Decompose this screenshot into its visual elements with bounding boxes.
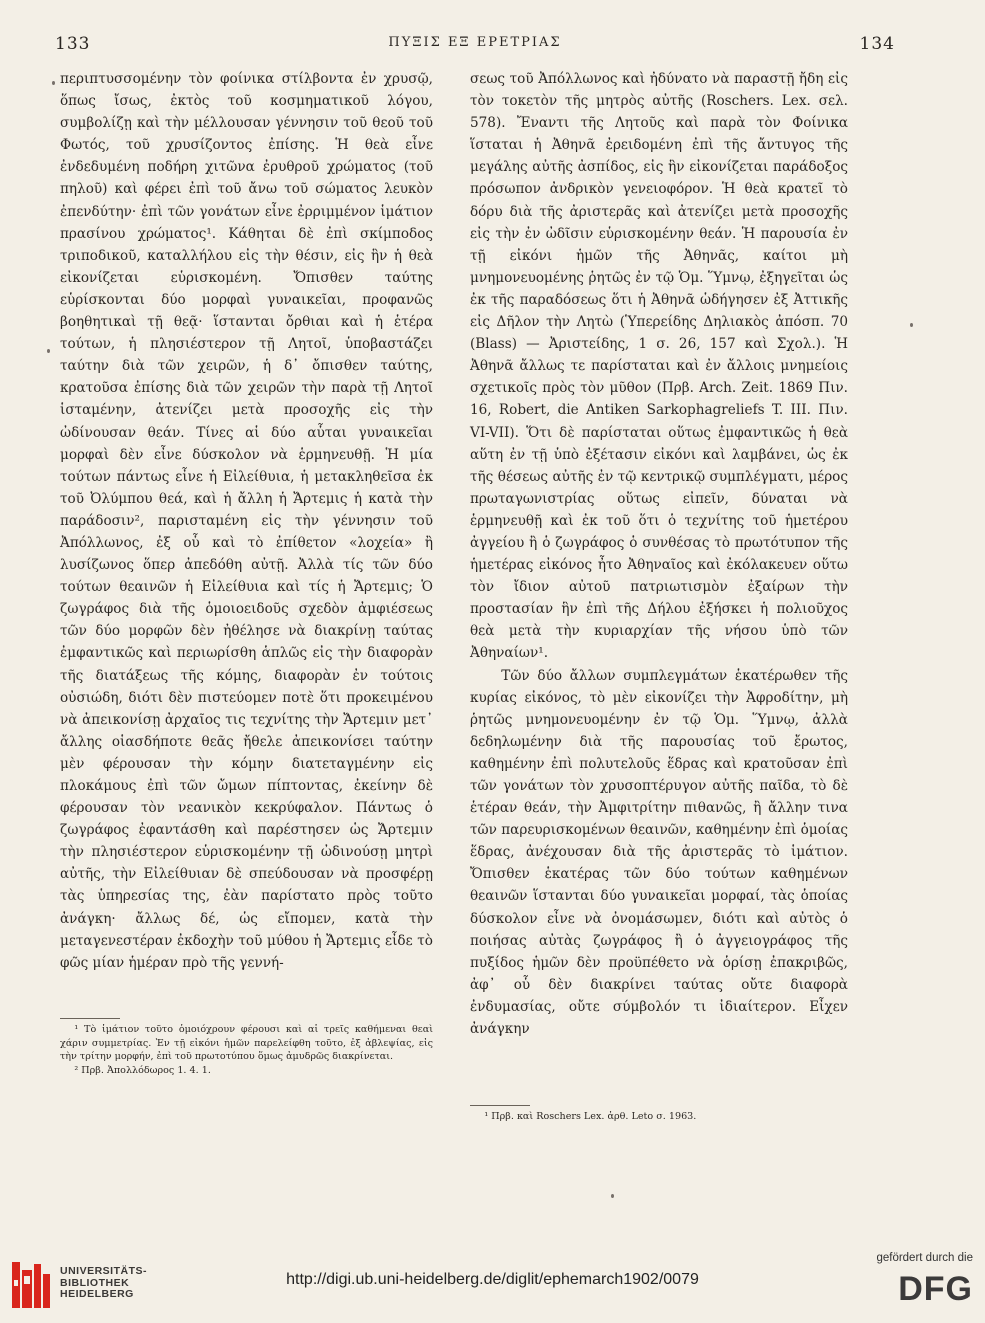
margin-dot (611, 1194, 614, 1198)
left-footnotes (60, 1023, 433, 1077)
left-paragraph: περιπτυσσομένην τὸν φοίνικα στίλβοντα ἐν χρυσῷ, ὅπως ἴσως, ἐκτὸς τοῦ κοσμηματικοῦ λόγου, συμβολίζῃ καὶ τὴν μέλλουσαν γέννησιν τοῦ θεοῦ τοῦ Φωτός, τοῦ χρυσίζοντος ἐπίσης. Ἡ θεὰ εἶνε ἐνδεδυμένη ποδήρη χιτῶνα ἐρυθροῦ χρώματος (τοῦ πηλοῦ) καὶ φέρει ἐπὶ τοῦ ἄνω τοῦ σώματος λευκὸν ἐπενδύτην· ἐπὶ τῶν γονάτων εἶνε ἐρριμμένον ἱμάτιον πρασίνου χρώματος¹. Κάθηται δὲ ἐπὶ σκίμποδος τριποδικοῦ, καταλλήλου εἰς τὴν θέσιν, εἰς ἣν ἡ θεὰ εἰκονίζεται εὑρισκομένη. Ὄπισθεν ταύτης εὑρίσκονται δύο μορφαὶ γυναικεῖαι, προφανῶς βοηθητικαὶ τῇ θεᾷ· ἵστανται ὄρθιαι καὶ ἡ ἑτέρα τούτων, ἡ πλησιέστερον τῇ Λητοῖ, ὑποβαστάζει ταύτην διὰ τῶν χειρῶν, ἡ δ᾽ ὄπισθεν ταύτης, κρατοῦσα ἐπίσης διὰ τῶν χειρῶν τὴν παρὰ τῇ Λητοῖ ἱσταμένην, ἀτενίζει μετὰ προσοχῆς εἰς τὴν ὠδίνουσαν θεάν. Τίνες αἱ δύο αὗται γυναικεῖαι μορφαὶ δὲν εἶνε δύσκολον νὰ ἑρμηνευθῇ. Ἡ μία τούτων πάντως εἶνε ἡ Εἰλείθυια, ἡ μετακληθεῖσα ἐκ τοῦ Ὀλύμπου θεά, καὶ ἡ ἄλλη ἡ Ἄρτεμις ἡ κατὰ τὴν παράδοσιν², παρισταμένη εἰς τὴν γέννησιν τοῦ Ἀπόλλωνος, ἐξ οὗ καὶ τὸ ἐπίθετον «λοχεία» ἢ λυσίζωνος ὅπερ ἀπεδόθη αὐτῇ. Ἀλλὰ τίς τῶν δύο τούτων θεαινῶν ἡ Εἰλείθυια καὶ τίς ἡ Ἄρτεμις; Ὁ ζωγράφος διὰ τῆς ὁμοιοειδοῦς σχεδὸν ἀμφιέσεως τῶν δύο μορφῶν δὲν ἠθέλησε νὰ διακρίνῃ ταύτας ἐμφαντικῶς καὶ περιωρίσθη ἁπλῶς εἰς τὴν διαφορὰν τῆς διατάξεως τῆς κόμης, διαφορὰν ἐν τούτοις οὐσιώδη, διότι δὲν πιστεύομεν ποτὲ ὅτι προκειμένου νὰ ἀπεικονίσῃ ἀρχαῖος τις τεχνίτης τὴν Ἄρτεμιν μετ᾽ ἄλλης οἱασδήποτε θεᾶς ἤθελε ἀπεικονίσει ταύτην μὲν φέρουσαν τὴν κόμην διατεταγμένην εἰς πλοκάμους ἐπὶ τῶν ὤμων πίπτοντας, ἐκείνην δὲ φέρουσαν τὸν νεανικὸν κεκρύφαλον. Πάντως ὁ ζωγράφος ἐφαντάσθη καὶ παρέστησεν ὡς Ἄρτεμιν τὴν πλησιέστερον εὑρισκομένην τῇ ὠδινούσῃ μητρὶ αὐτῆς, τὴν Εἰλείθυιαν δὲ σπεύδουσαν νὰ προσφέρῃ τὰς ὑπηρεσίας της, ἐὰν παρίστατο πρὸς τοῦτο ἀνάγκη· ἄλλως δέ, ὡς εἴπομεν, κατὰ τὴν μεταγενεστέραν ἐκδοχὴν τοῦ μύθου ἡ Ἄρτεμις εἶδε τὸ φῶς μίαν ἡμέραν πρὸ τῆς γεννή- (60, 71, 433, 971)
footnote-rule-left (60, 1018, 120, 1019)
dfg-wordmark: DFG (898, 1270, 973, 1308)
digitization-footer (0, 1238, 985, 1323)
running-title: ΠΥΞΙΣ ΕΞ ΕΡΕΤΡΙΑΣ (388, 35, 562, 50)
right-footnotes (470, 1110, 848, 1124)
footnote-1: ¹ Τὸ ἱμάτιον τοῦτο ὁμοιόχρουν φέρουσι καὶ αἱ τρεῖς καθήμεναι θεαὶ χάριν συμμετρίας. Ἐν τῇ εἰκόνι ἡμῶν παρελείφθη τοῦτο, ἐξ ἀβλεψίας, εἰς τὴν τρίτην μορφήν, ἐπὶ τοῦ πρωτοτύπου ὅμως ἀμυδρῶς διακρίνεται. (60, 1024, 433, 1063)
source-url-link[interactable]: http://digi.ub.uni-heidelberg.de/diglit/ephemarch1902/0079 (286, 1271, 699, 1288)
page-number-right: 134 (859, 34, 895, 54)
dfg-logo[interactable] (843, 1252, 973, 1312)
right-paragraph-2: Τῶν δύο ἄλλων συμπλεγμάτων ἑκατέρωθεν τῆς κυρίας εἰκόνος, τὸ μὲν εἰκονίζει τὴν Ἀφροδίτην, μὴ ῥητῶς μνημονευομένην ἐν τῷ Ὁμ. Ὕμνῳ, ἀλλὰ δεδηλωμένην διὰ τῆς παρουσίας τοῦ ἔρωτος, καθημένην ἐπὶ πολυτελοῦς ἕδρας καὶ κρατοῦσαν ἐπὶ τῶν γονάτων τὸν χρυσοπτέρυγον αὐτῆς παῖδα, τὸ δὲ ἑτέραν θεάν, τὴν Ἀμφιτρίτην πιθανῶς, ἢ ἄλλην τινα τῶν παρευρισκομένων θεαινῶν, καθημένην ἐπὶ ὁμοίας ἕδρας, ἀνέχουσαν διὰ τῆς ἀριστερᾶς τὸ ἱμάτιον. Ὄπισθεν ἑκατέρας τῶν δύο τούτων καθημένων θεαινῶν ἵστανται δύο γυναικεῖαι μορφαί, τὰς ὁποίας δύσκολον εἶνε νὰ ὀνομάσωμεν, διότι καὶ αὐτὸς ὁ ποιήσας αὐτὰς ζωγράφος ἢ ὁ ἀγγειογράφος τῆς πυξίδος ἡμῶν δὲν προϋπέθετο νὰ ὁρίσῃ ἐπακριβῶς, ἀφ᾽ οὗ δὲν διακρίνει ταύτας οὔτε διαφορὰ ἐνδυμασίας, οὔτε σύμβολόν τι ἰδιαίτερον. Εἶχεν ἀνάγκην (470, 667, 848, 1038)
right-text-column (470, 68, 848, 1040)
footnote-right-1: ¹ Πρβ. καὶ Roschers Lex. ἀρθ. Leto σ. 1963. (484, 1111, 697, 1122)
footnote-rule-right (470, 1105, 530, 1106)
left-text-column (60, 68, 433, 974)
margin-dot (47, 349, 50, 353)
library-name-line2: BIBLIOTHEK (60, 1276, 130, 1289)
page-header (55, 34, 895, 58)
margin-dot (52, 81, 55, 85)
footnote-2: ² Πρβ. Ἀπολλόδωρος 1. 4. 1. (74, 1064, 211, 1076)
margin-dot (910, 323, 913, 327)
page-number-left: 133 (55, 34, 91, 54)
funded-by-text: gefördert durch die (876, 1252, 973, 1264)
library-name-line3: HEIDELBERG (60, 1288, 134, 1300)
library-name-line1: UNIVERSITÄTS- (60, 1265, 148, 1277)
right-paragraph-1: σεως τοῦ Ἀπόλλωνος καὶ ἠδύνατο νὰ παραστῇ ἤδη εἰς τὸν τοκετὸν τῆς μητρὸς αὐτῆς (Roschers. Lex. σελ. 578). Ἔναντι τῆς Λητοῦς καὶ παρὰ τὸν Φοίνικα ἵσταται ἡ Ἀθηνᾶ ἐρειδομένη ἐπὶ τῆς ἄντυγος τῆς μεγάλης αὐτῆς ἀσπίδος, εἰς ἣν εἰκονίζεται παράδοξος πρόσωπον ἀνδρικὸν γενειοφόρον. Ἡ θεὰ κρατεῖ τὸ δόρυ διὰ τῆς ἀριστερᾶς καὶ ἀτενίζει μετὰ προσοχῆς εἰς τὴν ἐν ὠδῖσιν εὑρισκομένην θεάν. Ἡ παρουσία ἐν τῇ εἰκόνι ἡμῶν τῆς Ἀθηνᾶς, καίτοι μὴ μνημονευομένης ῥητῶς ἐν τῷ Ὁμ. Ὕμνῳ, ἐξηγεῖται ὡς ἐκ τῆς παραδόσεως ὅτι ἡ Ἀθηνᾶ ὡδήγησεν ἐξ Ἀττικῆς εἰς Δῆλον τὴν Λητὼ (Ὑπερείδης Δηλιακὸς ἀπόσπ. 70 (Blass) — Ἀριστείδης, 1 σ. 26, 157 καὶ Σχολ.). Ἡ Ἀθηνᾶ ἄλλως τε παρίσταται καὶ ἐν ἄλλοις μνημείοις σχετικοῖς πρὸς τὸν μῦθον (Πρβ. Arch. Zeit. 1869 Πιν. 16, Robert, die Antiken Sarkophagreliefs T. III. Πιν. VI-VII). Ὅτι δὲ παρίσταται οὕτως ἐμφαντικῶς ἡ θεὰ αὕτη ἐν τῇ ὑπὸ ἐξέτασιν εἰκόνι καὶ λαμβάνει, ὡς ἐκ τῆς θέσεως αὐτῆς ἐν τῷ κεντρικῷ συμπλέγματι, μέρος πρωταγωνιστρίας οὕτως εἰπεῖν, δύναται νὰ ἑρμηνευθῇ καὶ ἐκ τοῦ ὅτι ὁ τεχνίτης τοῦ ἡμετέρου ἀγγείου ἢ ὁ ζωγράφος ὁ συνθέσας τὸ πρωτότυπον τῆς ἡμετέρας εἰκόνος ἦτο Ἀθηναῖος καὶ ἐκόλακευεν οὕτω τὸν ἴδιον αὐτοῦ πατριωτισμὸν ἐξαίρων τὴν προστασίαν ἣν ἐπὶ τῆς Δήλου ἐξήσκει ἡ πολιοῦχος θεὰ μετὰ τὴν κυριαρχίαν τῆς νήσου ὑπὸ τῶν Ἀθηναίων¹. (470, 71, 848, 662)
